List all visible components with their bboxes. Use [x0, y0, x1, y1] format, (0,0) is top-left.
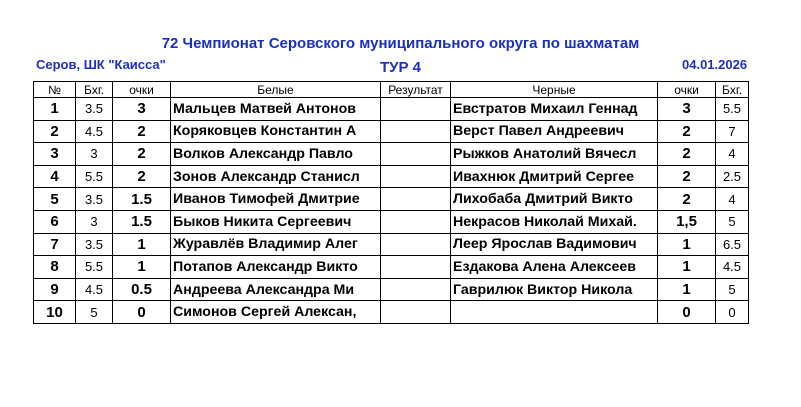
white-points: 0.5	[113, 278, 171, 301]
table-row	[34, 143, 749, 166]
white-buchholz: 5.5	[76, 165, 113, 188]
white-player: Зонов Александр Станисл	[171, 165, 381, 188]
black-buchholz: 6.5	[716, 233, 749, 256]
table-row	[34, 210, 749, 233]
black-points: 1,5	[658, 210, 716, 233]
white-points: 1.5	[113, 210, 171, 233]
board-number: 1	[34, 98, 76, 121]
col-white-points-header: очки	[113, 82, 171, 98]
board-number: 8	[34, 256, 76, 279]
black-points: 1	[658, 256, 716, 279]
black-buchholz: 5.5	[716, 98, 749, 121]
black-points: 1	[658, 278, 716, 301]
result-cell[interactable]	[381, 188, 451, 211]
result-cell[interactable]	[381, 256, 451, 279]
white-player: Волков Александр Павло	[171, 143, 381, 166]
black-player: Ивахнюк Дмитрий Сергее	[451, 165, 658, 188]
table-row	[34, 278, 749, 301]
white-buchholz: 3.5	[76, 98, 113, 121]
black-buchholz: 2.5	[716, 165, 749, 188]
black-buchholz: 4	[716, 143, 749, 166]
board-number: 3	[34, 143, 76, 166]
white-player: Иванов Тимофей Дмитрие	[171, 188, 381, 211]
white-player: Мальцев Матвей Антонов	[171, 98, 381, 121]
white-buchholz: 3.5	[76, 233, 113, 256]
white-points: 3	[113, 98, 171, 121]
black-player: Лихобаба Дмитрий Викто	[451, 188, 658, 211]
table-row	[34, 98, 749, 121]
white-buchholz: 4.5	[76, 120, 113, 143]
white-points: 2	[113, 165, 171, 188]
result-cell[interactable]	[381, 210, 451, 233]
black-player: Евстратов Михаил Геннад	[451, 98, 658, 121]
result-cell[interactable]	[381, 301, 451, 324]
white-player: Коряковцев Константин А	[171, 120, 381, 143]
result-cell[interactable]	[381, 165, 451, 188]
white-player: Андреева Александра Ми	[171, 278, 381, 301]
black-buchholz: 5	[716, 210, 749, 233]
white-buchholz: 3	[76, 210, 113, 233]
board-number: 2	[34, 120, 76, 143]
white-points: 1	[113, 256, 171, 279]
white-player: Журавлёв Владимир Алег	[171, 233, 381, 256]
white-player: Потапов Александр Викто	[171, 256, 381, 279]
black-player	[451, 301, 658, 324]
white-points: 1	[113, 233, 171, 256]
black-points: 2	[658, 143, 716, 166]
table-row	[34, 233, 749, 256]
col-white-header: Белые	[171, 82, 381, 98]
white-points: 0	[113, 301, 171, 324]
venue-label: Серов, ШК "Каисса"	[36, 57, 166, 72]
col-number-header: №	[34, 82, 76, 98]
black-points: 3	[658, 98, 716, 121]
black-buchholz: 4	[716, 188, 749, 211]
result-cell[interactable]	[381, 143, 451, 166]
white-buchholz: 3	[76, 143, 113, 166]
black-points: 1	[658, 233, 716, 256]
col-white-buchholz-header: Бхг.	[76, 82, 113, 98]
col-black-points-header: очки	[658, 82, 716, 98]
col-black-header: Черные	[451, 82, 658, 98]
white-player: Симонов Сергей Алексан,	[171, 301, 381, 324]
black-points: 2	[658, 165, 716, 188]
date-label: 04.01.2026	[682, 57, 748, 72]
black-player: Гаврилюк Виктор Никола	[451, 278, 658, 301]
table-row	[34, 188, 749, 211]
result-cell[interactable]	[381, 233, 451, 256]
pairings-table	[33, 81, 749, 324]
black-player: Рыжков Анатолий Вячесл	[451, 143, 658, 166]
black-player: Верст Павел Андреевич	[451, 120, 658, 143]
table-row	[34, 120, 749, 143]
black-buchholz: 7	[716, 120, 749, 143]
col-result-header: Результат	[381, 82, 451, 98]
col-black-buchholz-header: Бхг.	[716, 82, 749, 98]
black-points: 2	[658, 188, 716, 211]
board-number: 5	[34, 188, 76, 211]
white-buchholz: 4.5	[76, 278, 113, 301]
table-header-row	[34, 82, 749, 98]
board-number: 4	[34, 165, 76, 188]
white-points: 1.5	[113, 188, 171, 211]
table-row	[34, 256, 749, 279]
black-buchholz: 0	[716, 301, 749, 324]
result-cell[interactable]	[381, 278, 451, 301]
board-number: 10	[34, 301, 76, 324]
white-buchholz: 5.5	[76, 256, 113, 279]
white-player: Быков Никита Сергеевич	[171, 210, 381, 233]
board-number: 7	[34, 233, 76, 256]
result-cell[interactable]	[381, 98, 451, 121]
black-points: 0	[658, 301, 716, 324]
table-row	[34, 165, 749, 188]
result-cell[interactable]	[381, 120, 451, 143]
tournament-title: 72 Чемпионат Серовского муниципального округа по шахматам	[161, 35, 640, 52]
white-points: 2	[113, 143, 171, 166]
round-label: ТУР 4	[379, 59, 421, 76]
table-row	[34, 301, 749, 324]
black-player: Некрасов Николай Михай.	[451, 210, 658, 233]
white-buchholz: 5	[76, 301, 113, 324]
black-buchholz: 4.5	[716, 256, 749, 279]
black-points: 2	[658, 120, 716, 143]
black-player: Ездакова Алена Алексеев	[451, 256, 658, 279]
board-number: 6	[34, 210, 76, 233]
board-number: 9	[34, 278, 76, 301]
white-points: 2	[113, 120, 171, 143]
black-buchholz: 5	[716, 278, 749, 301]
white-buchholz: 3.5	[76, 188, 113, 211]
black-player: Леер Ярослав Вадимович	[451, 233, 658, 256]
